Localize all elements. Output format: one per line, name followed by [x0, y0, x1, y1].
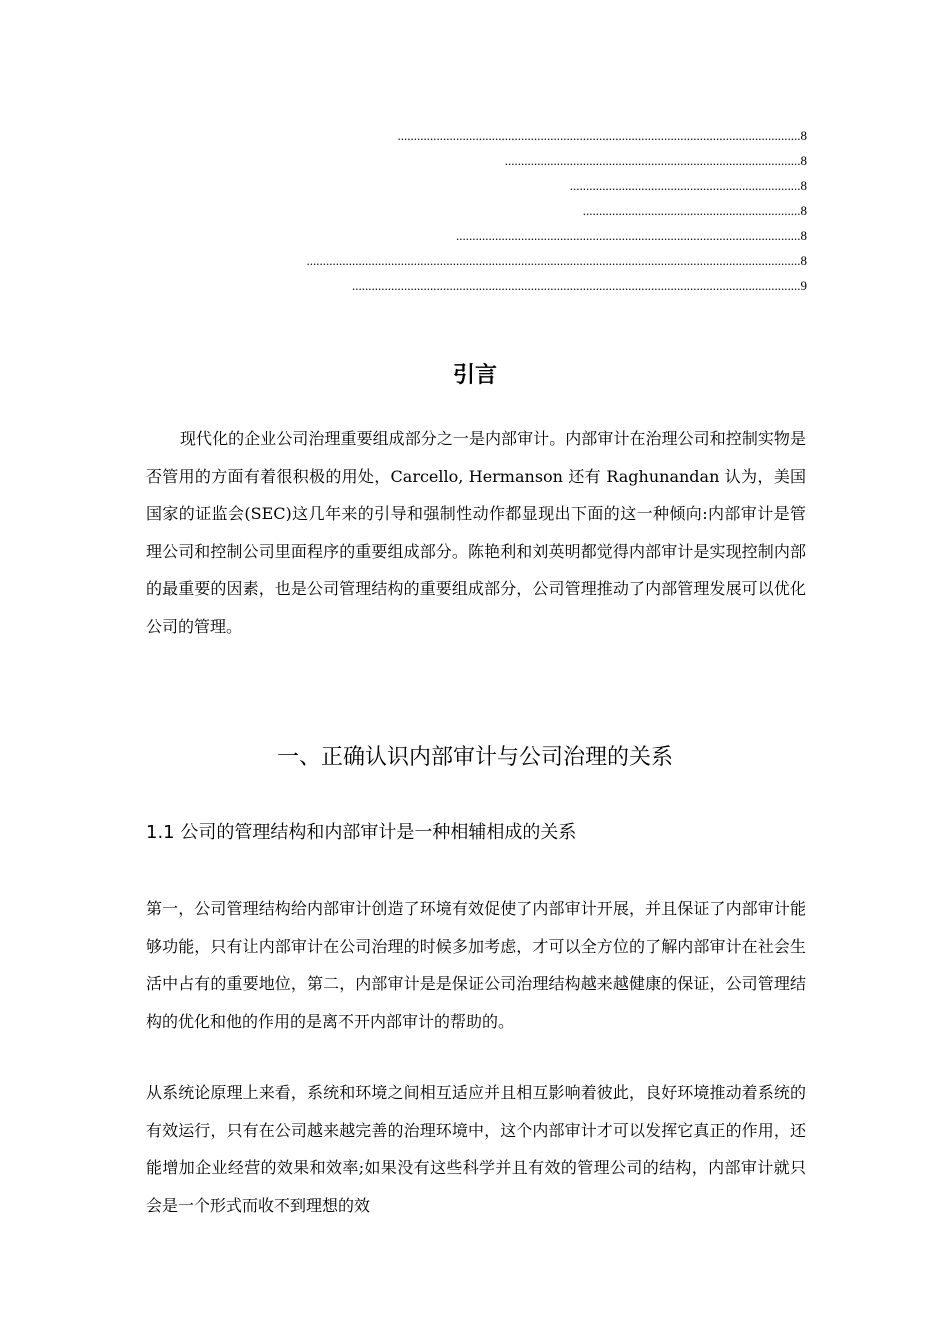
toc-leader-dots: .......................................................................................................... [456, 228, 801, 243]
toc-page-number: 8 [800, 253, 807, 268]
body-paragraph: 从系统论原理上来看，系统和环境之间相互适应并且相互影响着彼此，良好环境推动着系统的有效运行，只有在公司越来越完善的治理环境中，这个内部审计才可以发挥它真正的作用，还能增加企业经营的效果和效率;如果没有这些科学并且有效的管理公司的结构，内部审计就只会是一个形式而收不到理想的效 [146, 1083, 806, 1215]
toc-entry[interactable] [398, 126, 808, 146]
toc-entry[interactable] [456, 226, 807, 246]
body-paragraph: 第一，公司管理结构给内部审计创造了环境有效促使了内部审计开展，并且保证了内部审计能够功能，只有让内部审计在公司治理的时候多加考虑，才可以全方位的了解内部审计在社会生活中占有的重要地位，第二，内部审计是是保证公司治理结构越来越健康的保证，公司管理结构的优化和他的作用的是离不开内部审计的帮助的。 [146, 899, 806, 1031]
toc-page-number: 8 [800, 128, 807, 143]
toc-page-number: 9 [800, 278, 807, 293]
toc-entry[interactable] [570, 176, 807, 196]
toc-entry[interactable] [352, 276, 807, 296]
toc-leader-dots: ........................................................................................................................................................ [306, 253, 801, 268]
toc-leader-dots: ............................................................................................................................ [397, 128, 801, 143]
toc-page-number: 8 [800, 153, 807, 168]
section-heading: 一、正确认识内部审计与公司治理的关系 [276, 745, 673, 770]
toc-entry[interactable] [583, 201, 807, 221]
intro-title: 引言 [452, 363, 497, 388]
toc-leader-dots: .......................................................................................................................................... [352, 278, 801, 293]
toc-page-number: 8 [800, 203, 807, 218]
intro-paragraph: 现代化的企业公司治理重要组成部分之一是内部审计。内部审计在治理公司和控制实物是否管用的方面有着很积极的用处，Carcello, Hermanson 还有 Raghunandan 认为，美国国家的证监会(SEC)这几年来的引导和强制性动作都显现出下面的这一种倾向:内部审计是管理公司和控制公司里面程序的重要组成部分。陈艳利和刘英明都觉得内部审计是实现控制内部的最重要的因素，也是公司管理结构的重要组成部分，公司管理推动了内部管理发展可以优化公司的管理。 [146, 429, 806, 636]
toc-leader-dots: ....................................................................... [569, 178, 801, 193]
toc-page-number: 8 [800, 178, 807, 193]
toc-leader-dots: ................................................................... [582, 203, 801, 218]
toc-entry[interactable] [307, 251, 808, 271]
toc-page-number: 8 [800, 228, 807, 243]
toc-entry[interactable] [505, 151, 807, 171]
subsection-heading: 1.1 公司的管理结构和内部审计是一种相辅相成的关系 [146, 822, 577, 843]
toc-leader-dots: ........................................................................................... [504, 153, 801, 168]
